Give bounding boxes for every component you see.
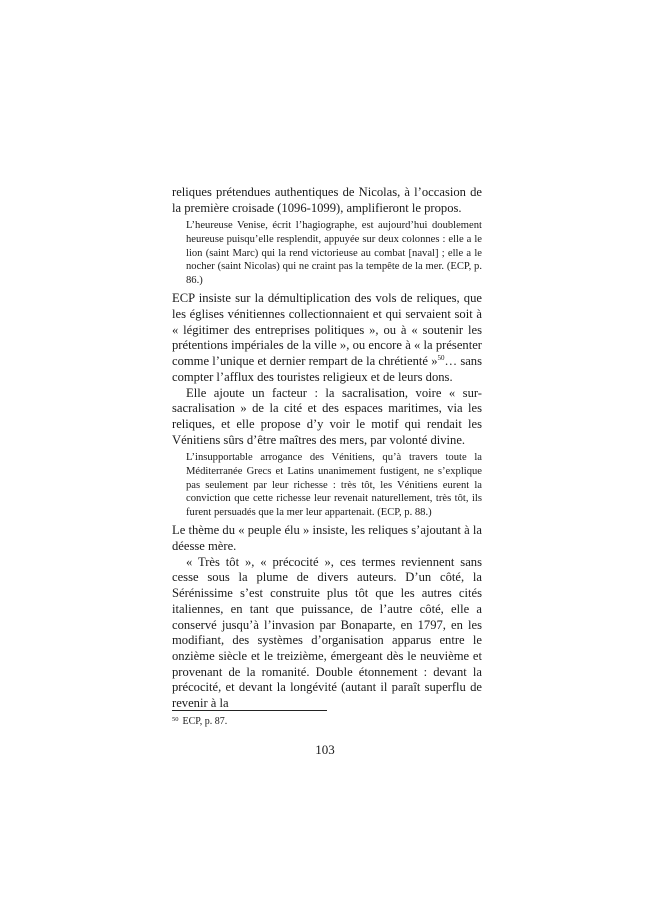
paragraph-2-tail: … sans compter l’afflux des touristes religieux et de leurs dons. bbox=[172, 354, 483, 384]
block-quote-1 bbox=[186, 219, 482, 287]
footnote-text: ECP, p. 87. bbox=[182, 716, 228, 727]
paragraph-2-main: ECP insiste sur la démultiplication des vols de reliques, que les églises vénitiennes collectionnaient et qui servaient soit à « légitimer des entreprises politiques », ou à « soutenir les prétentions impériales de la ville », ou encore à « la présenter comme l’unique et dernier rempart de la chrétienté » bbox=[172, 291, 482, 369]
paragraph-1: reliques prétendues authentiques de Nicolas, à l’occasion de la première croisade (1096-1099), amplifieront le propos. bbox=[172, 185, 482, 215]
quote-1-text: L’heureuse Venise, écrit l’hagiographe, est aujourd’hui doublement heureuse puisqu’elle resplendit, appuyée sur deux colonnes : elle a le lion (saint Marc) qui la rend victorieuse au combat [naval] ; elle a le nocher (saint Nicolas) qui ne craint pas la tempête de la mer. (ECP, p. 86.) bbox=[186, 220, 482, 286]
paragraph-2 bbox=[172, 291, 482, 385]
paragraph-3: Elle ajoute un facteur : la sacralisation, voire « sur-sacralisation » de la cité et des espaces maritimes, via les reliques, et elle propose d’y voir le motif qui rendait les Vénitiens sûrs d’être maîtres des mers, par volonté divine. bbox=[172, 385, 482, 447]
footnote-reference: 50 bbox=[437, 354, 445, 363]
body-text bbox=[172, 185, 482, 712]
footnote-number: 50 bbox=[172, 716, 179, 723]
footnote-separator bbox=[172, 710, 327, 711]
footnote bbox=[172, 716, 227, 728]
block-quote-2 bbox=[186, 451, 482, 519]
page-number: 103 bbox=[315, 742, 335, 757]
paragraph-5: « Très tôt », « précocité », ces termes reviennent sans cesse sous la plume de divers auteurs. D’un côté, la Sérénissime s’est construite plus tôt que les autres cités italiennes, en tant que puissance, de l’autre côté, elle a conservé jusqu’à l’invasion par Bonaparte, en 1797, en les modifiant, des systèmes d’organisation apparus entre le onzième siècle et le treizième, émergeant dès le neuvième et provenant de la romanité. Double étonnement : devant la précocité, et devant la longévité (autant il paraît superflu de revenir à la bbox=[172, 554, 482, 711]
paragraph-4: Le thème du « peuple élu » insiste, les reliques s’ajoutant à la déesse mère. bbox=[172, 523, 482, 554]
quote-2-text: L’insupportable arrogance des Vénitiens, qu’à travers toute la Méditerranée Grecs et Latins unanimement fustigent, ne s’explique pas seulement par leur richesse : très tôt, les Vénitiens eurent la conviction que cette richesse leur revenait naturellement, très tôt, ils furent persuadés que la mer leur appartenait. (ECP, p. 88.) bbox=[186, 452, 482, 518]
